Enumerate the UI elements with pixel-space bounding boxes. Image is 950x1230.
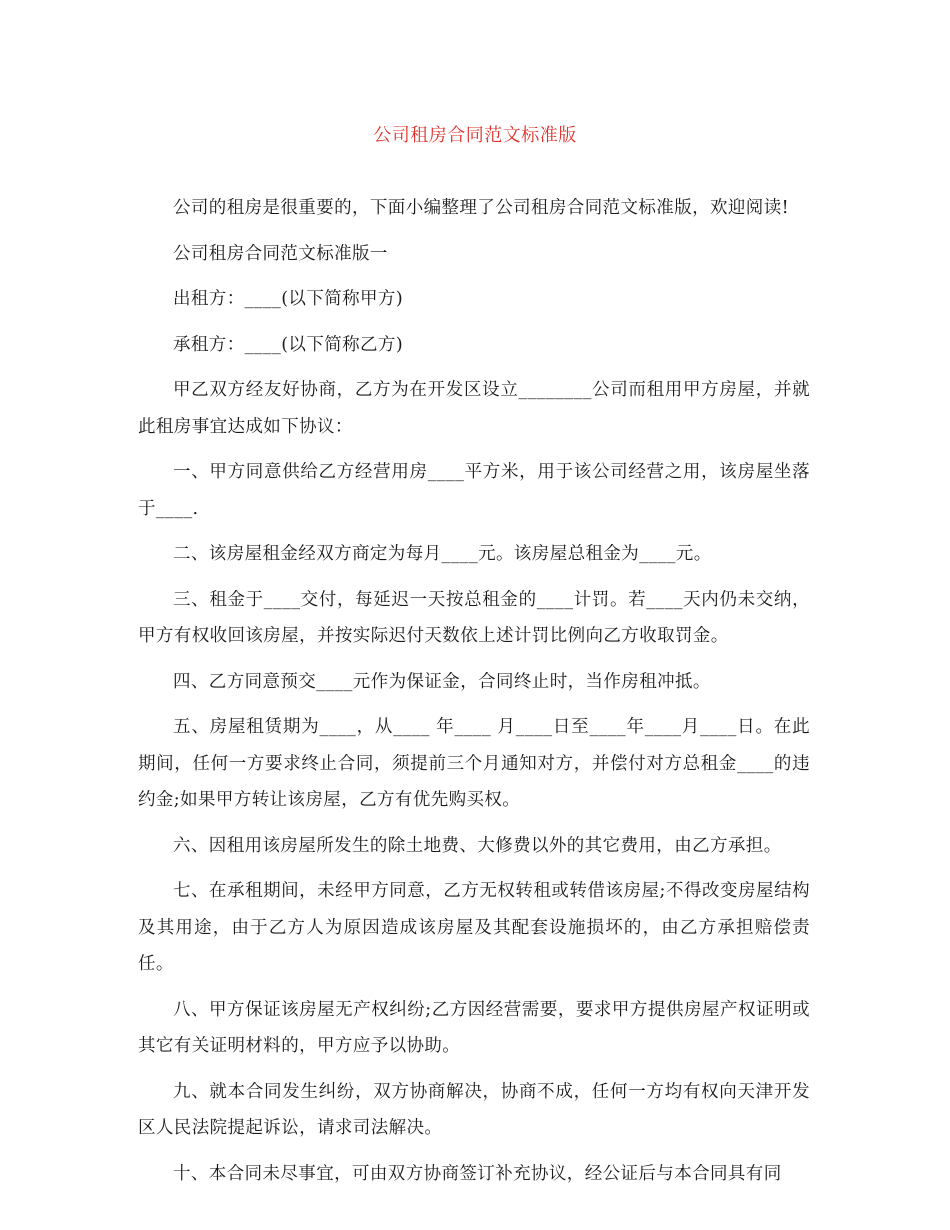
preamble-paragraph: 甲乙双方经友好协商，乙方为在开发区设立________公司而租用甲方房屋，并就此租房事宜达成如下协议： xyxy=(138,380,810,437)
clause-5: 五、房屋租赁期为____，从____ 年____ 月____日至____年____月____日。在此期间，任何一方要求终止合同，须提前三个月通知对方，并偿付对方总租金____的违约金;如果甲方转让该房屋，乙方有优先购买权。 xyxy=(138,717,810,810)
clause-7: 七、在承租期间，未经甲方同意，乙方无权转租或转借该房屋;不得改变房屋结构及其用途，由于乙方人为原因造成该房屋及其配套设施损坏的，由乙方承担赔偿责任。 xyxy=(138,881,810,974)
clause-4: 四、乙方同意预交____元作为保证金，合同终止时，当作房租冲抵。 xyxy=(173,671,711,692)
clause-8: 八、甲方保证该房屋无产权纠纷;乙方因经营需要，要求甲方提供房屋产权证明或其它有关证明材料的，甲方应予以协助。 xyxy=(138,999,810,1056)
document-title: 公司租房合同范文标准版 xyxy=(373,125,577,146)
clause-9: 九、就本合同发生纠纷，双方协商解决，协商不成，任何一方均有权向天津开发区人民法院提起诉讼，请求司法解决。 xyxy=(138,1081,810,1138)
lessee-line: 承租方：____(以下简称乙方) xyxy=(173,334,404,355)
clause-10: 十、本合同未尽事宜，可由双方协商签订补充协议，经公证后与本合同具有同 xyxy=(173,1163,782,1184)
clause-3: 三、租金于____交付，每延迟一天按总租金的____计罚。若____天内仍未交纳，甲方有权收回该房屋，并按实际迟付天数依上述计罚比例向乙方收取罚金。 xyxy=(138,589,810,646)
lessor-line: 出租方：____(以下简称甲方) xyxy=(173,289,404,309)
clause-1: 一、甲方同意供给乙方经营用房____平方米，用于该公司经营之用，该房屋坐落于____. xyxy=(138,462,810,519)
section-heading: 公司租房合同范文标准版一 xyxy=(173,243,388,264)
clause-2: 二、该房屋租金经双方商定为每月____元。该房屋总租金为____元。 xyxy=(173,544,712,564)
clause-6: 六、因租用该房屋所发生的除土地费、大修费以外的其它费用，由乙方承担。 xyxy=(173,835,782,856)
document-body xyxy=(138,190,810,1201)
intro-paragraph: 公司的租房是很重要的，下面小编整理了公司租房合同范文标准版，欢迎阅读! xyxy=(173,198,790,218)
